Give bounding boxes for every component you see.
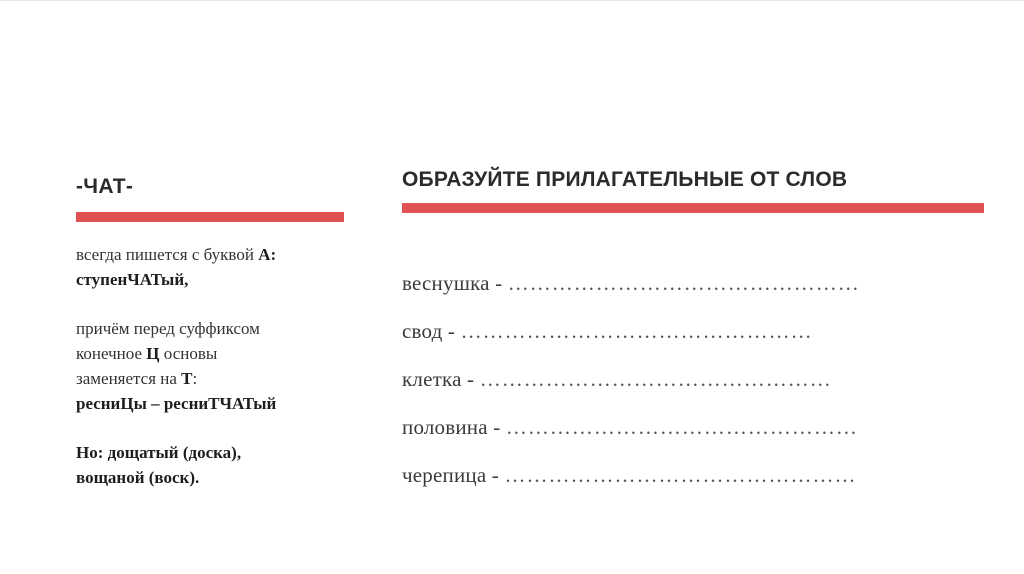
exercise-word: половина - <box>402 415 506 439</box>
answer-blank[interactable]: ………………………………………… <box>504 463 857 487</box>
rule-line-7 <box>76 440 346 465</box>
exercise-item <box>402 451 986 499</box>
rule-panel <box>76 170 346 490</box>
rule-line-5-post: : <box>192 369 198 388</box>
exercise-item <box>402 259 986 307</box>
rule-line-2 <box>76 267 346 292</box>
exercise-item <box>402 307 986 355</box>
rule-example-2: ресниЦы – ресниТЧАТый <box>76 394 277 413</box>
answer-blank[interactable]: ………………………………………… <box>505 415 858 439</box>
rule-spacer-2 <box>76 416 346 440</box>
rule-line-5 <box>76 366 346 391</box>
exercise-word: черепица - <box>402 463 505 487</box>
rule-line-4-text: конечное <box>76 344 147 363</box>
rule-line-4 <box>76 341 346 366</box>
rule-line-1-bold: А: <box>258 245 277 264</box>
exercise-item <box>402 403 986 451</box>
exercise-heading: ОБРАЗУЙТЕ ПРИЛАГАТЕЛЬНЫЕ ОТ СЛОВ <box>402 168 848 191</box>
rule-line-5-text: заменяется на <box>76 369 182 388</box>
exception-line-1: Но: дощатый (доска), <box>76 443 242 462</box>
rule-line-4-bold: Ц <box>146 344 160 363</box>
rule-spacer <box>76 292 346 316</box>
rule-text <box>76 242 346 490</box>
rule-line-4-post: основы <box>159 344 218 363</box>
slide-top-border <box>0 0 1024 1</box>
rule-heading-underline <box>76 212 344 222</box>
rule-line-5-bold: Т <box>181 369 193 388</box>
answer-blank[interactable]: ………………………………………… <box>460 319 813 343</box>
rule-example-1: ступенЧАТый, <box>76 270 189 289</box>
exception-line-2: вощаной (воск). <box>76 468 200 487</box>
rule-line-1 <box>76 242 346 267</box>
rule-heading: -ЧАТ- <box>76 175 134 198</box>
rule-line-6 <box>76 391 346 416</box>
rule-line-1-text: всегда пишется с буквой <box>76 245 259 264</box>
exercise-panel <box>402 163 986 499</box>
answer-blank[interactable]: ………………………………………… <box>507 271 860 295</box>
exercise-word: веснушка - <box>402 271 508 295</box>
exercise-item <box>402 355 986 403</box>
exercise-word: свод - <box>402 319 461 343</box>
exercise-heading-underline <box>402 203 984 213</box>
exercise-list <box>402 259 986 499</box>
exercise-word: клетка - <box>402 367 480 391</box>
rule-line-8 <box>76 465 346 490</box>
answer-blank[interactable]: ………………………………………… <box>479 367 832 391</box>
rule-line-3: причём перед суффиксом <box>76 319 260 338</box>
